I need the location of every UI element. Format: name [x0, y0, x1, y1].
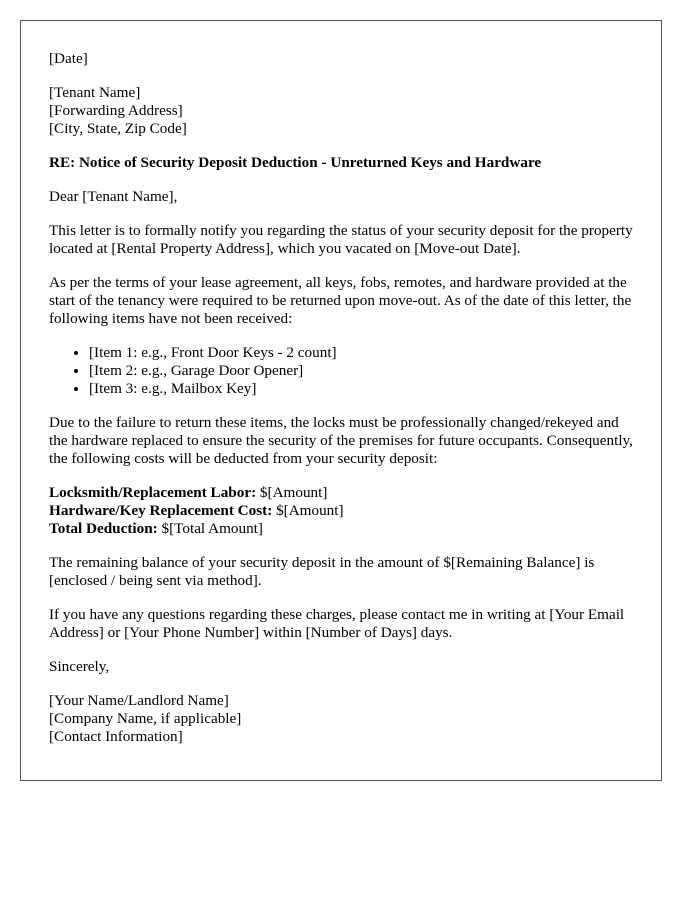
letter-date: [Date]	[49, 50, 88, 67]
list-item: • [Item 2: e.g., Garage Door Opener]	[89, 362, 633, 380]
closing: Sincerely,	[49, 658, 110, 675]
signature-name: [Your Name/Landlord Name]	[49, 692, 229, 709]
list-item: • [Item 3: e.g., Mailbox Key]	[89, 380, 633, 398]
cost-label: Hardware/Key Replacement Cost:	[49, 502, 273, 519]
recipient-address-block	[49, 84, 633, 138]
intro-paragraph: This letter is to formally notify you regarding the status of your security deposit for the property located at [Rental Property Address], which you vacated on [Move-out Date].	[49, 222, 633, 257]
reason-paragraph: Due to the failure to return these items, the locks must be professionally changed/rekeyed and the hardware replaced to ensure the security of the premises for future occupants. Consequently, the following costs will be deducted from your security deposit:	[49, 414, 633, 467]
contact-paragraph: If you have any questions regarding these charges, please contact me in writing at [Your Email Address] or [Your Phone Number] within [Number of Days] days.	[49, 606, 625, 641]
cost-value: $[Total Amount]	[157, 520, 263, 537]
cost-label: Total Deduction:	[49, 520, 158, 537]
cost-label: Locksmith/Replacement Labor:	[49, 484, 257, 501]
balance-paragraph: The remaining balance of your security deposit in the amount of $[Remaining Balance] is [enclosed / being sent via method].	[49, 554, 595, 589]
terms-paragraph: As per the terms of your lease agreement, all keys, fobs, remotes, and hardware provided at the start of the tenancy were required to be returned upon move-out. As of the date of this letter, the following items have not been received:	[49, 274, 632, 327]
list-item: • [Item 1: e.g., Front Door Keys - 2 count]	[89, 344, 633, 362]
cost-value: $[Amount]	[272, 502, 344, 519]
signature-contact: [Contact Information]	[49, 728, 183, 745]
subject-line: RE: Notice of Security Deposit Deduction - Unreturned Keys and Hardware	[49, 154, 542, 171]
cost-value: $[Amount]	[256, 484, 328, 501]
cost-line-total	[49, 520, 633, 538]
recipient-city-state-zip: [City, State, Zip Code]	[49, 120, 187, 137]
recipient-name: [Tenant Name]	[49, 84, 141, 101]
recipient-forwarding-address: [Forwarding Address]	[49, 102, 183, 119]
signature-company: [Company Name, if applicable]	[49, 710, 242, 727]
signature-block	[49, 692, 633, 746]
cost-line-labor	[49, 484, 633, 502]
cost-breakdown	[49, 484, 633, 538]
unreturned-items-list	[49, 344, 633, 398]
cost-line-hardware	[49, 502, 633, 520]
letter-page	[20, 20, 662, 781]
salutation: Dear [Tenant Name],	[49, 188, 178, 205]
